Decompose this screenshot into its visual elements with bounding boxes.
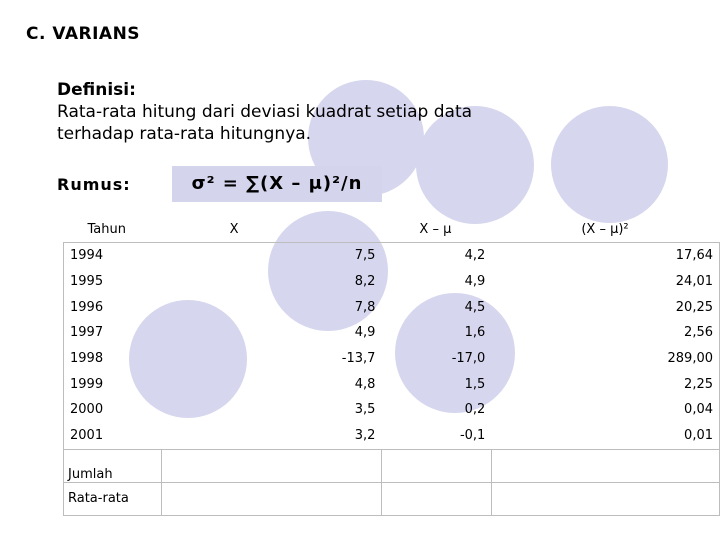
cell-x-minus-mu: 4,5 [464,299,486,315]
ratarata-x-minus-mu-cell [381,482,491,515]
cell-x-minus-mu: -17,0 [451,351,486,367]
ratarata-squared-cell [491,482,719,515]
cell-tahun: 1995 [64,269,162,295]
table-row [64,294,720,320]
cell-squared: 24,01 [491,269,719,295]
cell-x: 7,5 [162,243,382,269]
cell-squared: 0,04 [491,397,719,423]
cell-tahun: 1996 [64,294,162,320]
definition-heading: Definisi: [57,80,136,100]
table-row [64,371,720,397]
cell-x: 3,2 [354,428,376,444]
cell-x-minus-mu: 0,2 [464,402,486,418]
cell-x-minus-mu: 1,5 [464,376,486,392]
cell-x: 4,8 [354,376,376,392]
variance-table [63,216,720,516]
cell-x: -13,7 [341,351,376,367]
table-row [64,346,720,372]
cell-squared: 20,25 [491,294,719,320]
header-x: X [229,221,239,237]
table-row [64,320,720,346]
jumlah-label: Jumlah [64,449,162,482]
cell-squared: 2,56 [491,320,719,346]
cell-squared: 2,25 [491,371,719,397]
table-row [64,269,720,295]
slide-title: C. VARIANS [26,24,141,44]
table-row [64,243,720,269]
cell-x: 3,5 [354,402,376,418]
cell-x-minus-mu: 4,9 [464,274,486,290]
cell-squared: 17,64 [491,243,719,269]
cell-x: 7,8 [354,299,376,315]
cell-x: 8,2 [354,274,376,290]
header-x-minus-mu: X – μ [419,221,452,237]
jumlah-x-minus-mu-cell [381,449,491,482]
cell-x: 4,9 [354,325,376,341]
cell-x-minus-mu: -0,1 [459,428,486,444]
cell-tahun: 2001 [64,423,162,449]
cell-x-minus-mu: 4,2 [381,243,491,269]
cell-squared: 0,01 [491,423,719,449]
decor-circle-3 [551,106,668,223]
cell-tahun: 1999 [64,371,162,397]
jumlah-squared-cell [491,449,719,482]
table-row [64,397,720,423]
jumlah-x-cell [162,449,382,482]
cell-x-minus-mu: 1,6 [464,325,486,341]
cell-tahun: 1997 [64,320,162,346]
header-x-minus-mu-squared: (X – μ)² [581,221,629,237]
cell-tahun: 1994 [64,243,162,269]
ratarata-label: Rata-rata [64,482,162,515]
cell-squared: 289,00 [491,346,719,372]
jumlah-row [64,449,720,482]
table-header-row [64,216,720,243]
cell-tahun: 2000 [64,397,162,423]
definition-line-2: terhadap rata-rata hitungnya. [57,124,312,144]
definition-line-1: Rata-rata hitung dari deviasi kuadrat setiap data [57,102,473,122]
formula-box: σ² = ∑(X – μ)²/n [172,166,382,202]
ratarata-x-cell [162,482,382,515]
cell-tahun: 1998 [64,346,162,372]
rumus-label: Rumus: [57,175,131,194]
ratarata-row [64,482,720,515]
table-row [64,423,720,449]
definition-text [57,101,472,145]
header-tahun: Tahun [87,221,126,237]
